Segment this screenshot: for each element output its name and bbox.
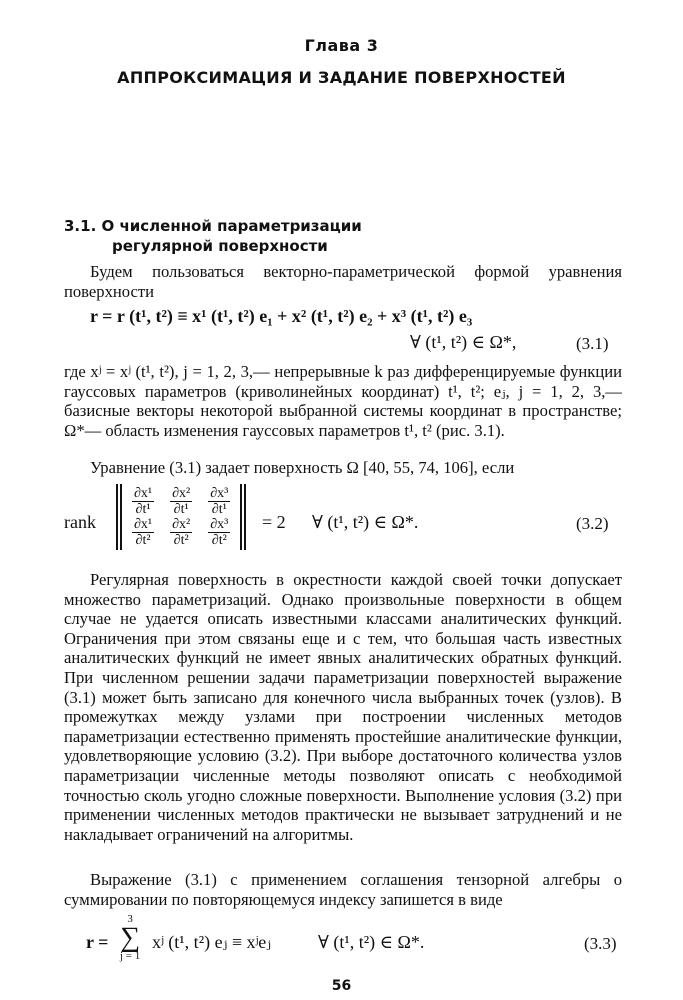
paragraph-definitions: где xʲ = xʲ (t¹, t²), j = 1, 2, 3,— непрерывные k раз дифференцируемые функции гауссовых параметров (криволинейных координат) t¹, t²; eⱼ, j = 1, 2, 3,— базисные векторы некоторой выбранной системы координат в пространстве; Ω*— область изменения гауссовых параметров t¹, t² (рис. 3.1). (64, 362, 622, 440)
matrix-cell: $\frac{\text{∂x¹}}{\text{∂t¹}}$ (134, 486, 153, 517)
matrix-row-2 (126, 517, 236, 548)
equation-3-2-number: (3.2) (576, 514, 609, 533)
equation-3-3-body: xʲ (t¹, t²) eⱼ ≡ xʲeⱼ (152, 932, 272, 952)
matrix-cell: $\frac{\text{∂x³}}{\text{∂t²}}$ (210, 517, 229, 548)
equation-3-1-line2: ∀ (t¹, t²) ∈ Ω*, (410, 332, 517, 352)
rank-value: = 2 (262, 512, 286, 532)
equation-3-2 (64, 484, 624, 560)
page-number: 56 (331, 978, 352, 994)
section-title-line2: регулярной поверхности (112, 237, 328, 255)
equation-3-3-lhs: r = (86, 932, 109, 952)
chapter-title: АППРОКСИМАЦИЯ И ЗАДАНИЕ ПОВЕРХНОСТЕЙ (117, 68, 566, 87)
equation-3-3 (86, 914, 626, 970)
equation-3-3-condition: ∀ (t¹, t²) ∈ Ω*. (318, 932, 425, 952)
paragraph-surface-condition: Уравнение (3.1) задает поверхность Ω [40, 55, 74, 106], если (90, 458, 515, 477)
section-title-line1: 3.1. О численной параметризации (64, 217, 362, 235)
matrix-cell: $\frac{\text{∂x²}}{\text{∂t²}}$ (172, 517, 191, 548)
equation-3-1-line1: r = r (t¹, t²) ≡ x¹ (t¹, t²) e₁ + x² (t¹, t²) e₂ + x³ (t¹, t²) e₃ (90, 306, 473, 326)
equation-3-1-number: (3.1) (576, 334, 609, 353)
matrix-row-1 (126, 486, 236, 517)
matrix-cell: $\frac{\text{∂x³}}{\text{∂t¹}}$ (210, 486, 229, 517)
rank-operator: rank (64, 512, 96, 532)
summation-symbol: 3 ∑ j = 1 (120, 913, 141, 962)
section-heading (64, 216, 362, 256)
chapter-label: Глава 3 (304, 36, 379, 55)
jacobian-matrix (120, 484, 242, 550)
paragraph-regular-surface: Регулярная поверхность в окрестности каждой своей точки допускает множество параметризаций. Однако произвольные поверхности в общем случае не удается описать известными классами аналитических функций. Ограничения при этом связаны еще и с тем, что большая часть известных аналитических функций не имеет явных аналитических обратных функций. При численном решении задачи параметризации поверхностей выражение (3.1) может быть записано для конечного числа выбранных точек (узлов). В промежутках между узлами при построении численных методов параметризации естественно применять простейшие аналитические функции, удовлетворяющие условию (3.2). При выборе достаточного количества узлов параметризации численные методы позволяют описать с необходимой точностью сколь угодно сложные поверхности. Выполнение условия (3.2) при применении численных методов практически не вызывает затруднений и не накладывает ограничений на алгоритмы. (64, 570, 622, 844)
paragraph-tensor-notation: Выражение (3.1) с применением соглашения тензорной алгебры о суммировании по повторяющемуся индексу запишется в виде (64, 870, 622, 909)
matrix-cell: $\frac{\text{∂x²}}{\text{∂t¹}}$ (172, 486, 191, 517)
equation-3-3-number: (3.3) (584, 934, 617, 953)
equation-3-2-condition: ∀ (t¹, t²) ∈ Ω*. (312, 512, 419, 532)
paragraph-intro: Будем пользоваться векторно-параметрической формой уравнения поверхности (64, 262, 622, 301)
matrix-cell: $\frac{\text{∂x¹}}{\text{∂t²}}$ (134, 517, 153, 548)
